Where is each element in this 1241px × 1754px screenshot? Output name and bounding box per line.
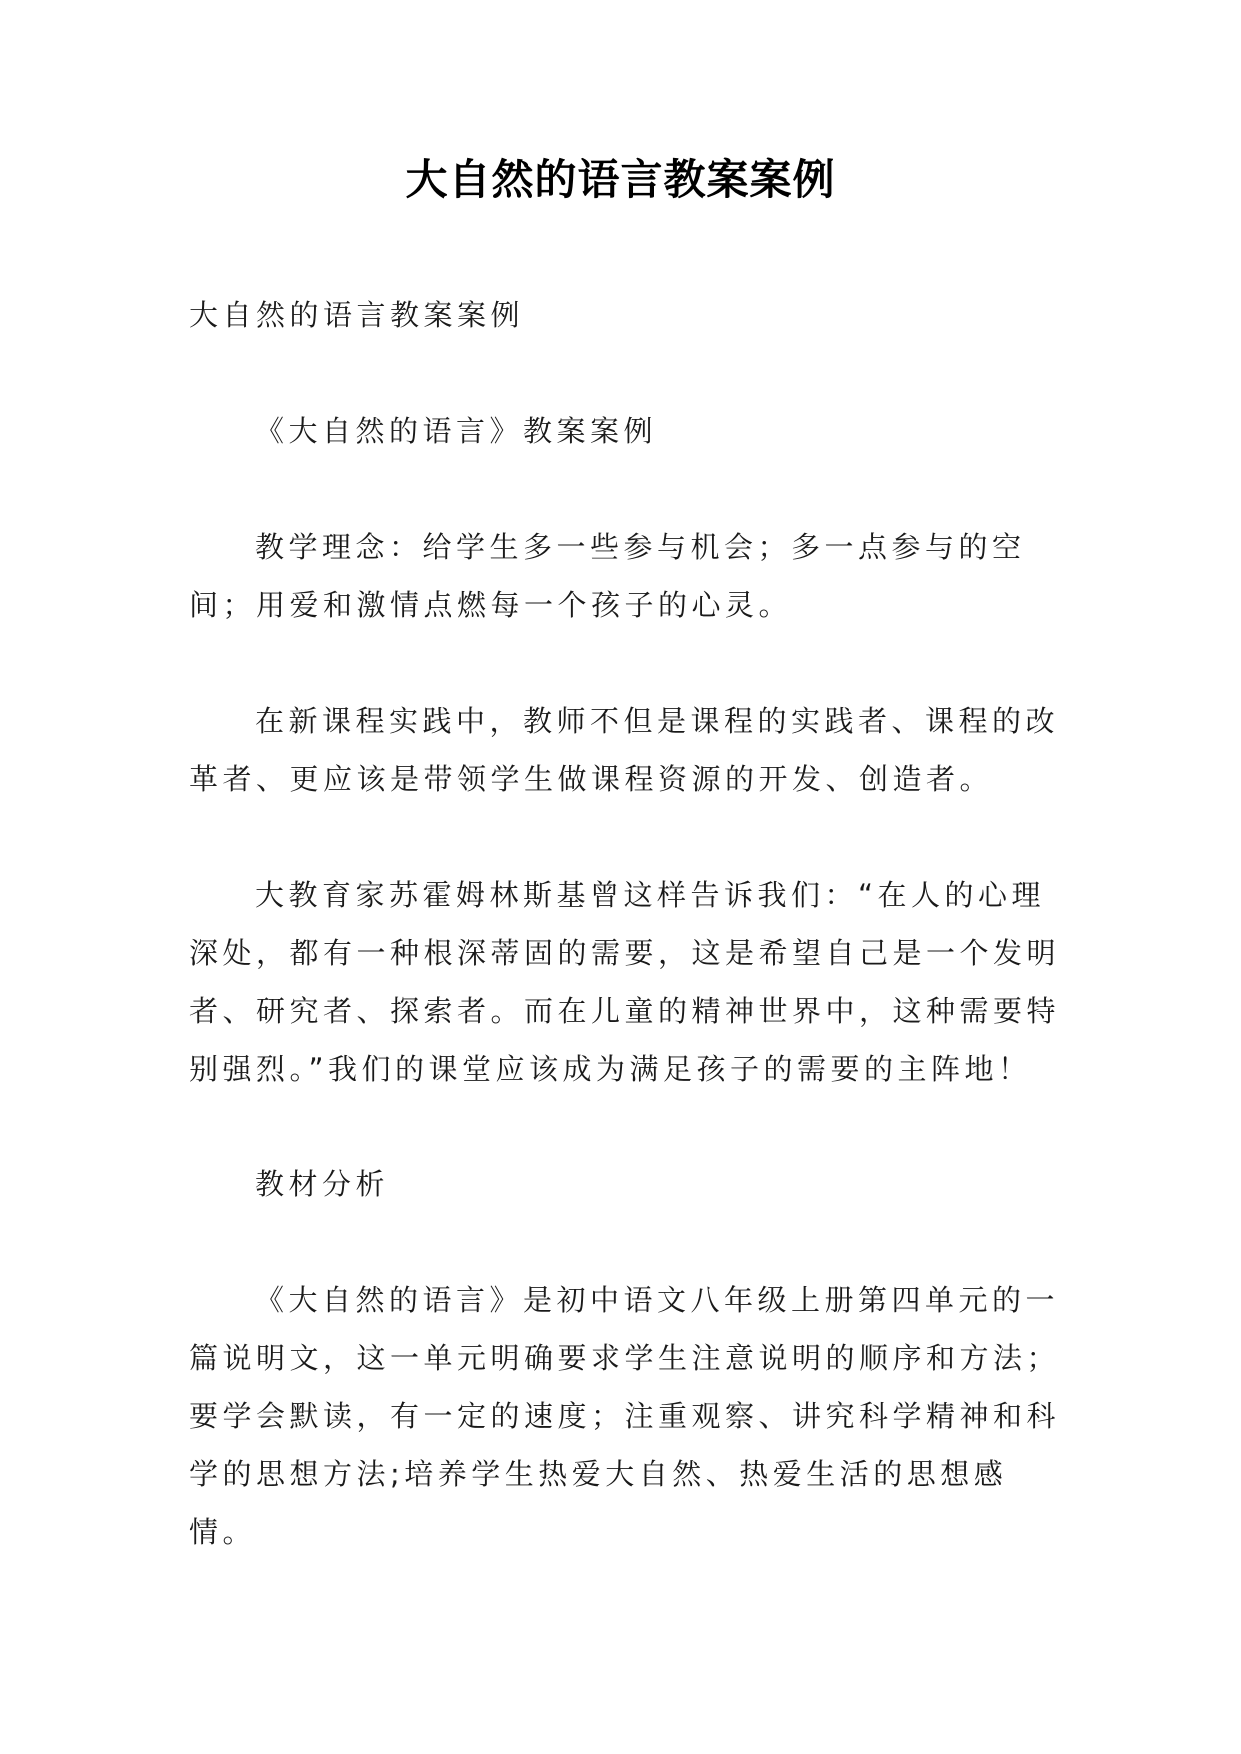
paragraph-case-heading: 《大自然的语言》教案案例 xyxy=(255,414,658,448)
paragraph-material-analysis-heading: 教材分析 xyxy=(255,1167,390,1201)
paragraph-teaching-concept: 教学理念：给学生多一些参与机会；多一点参与的空间；用爱和激情点燃每一个孩子的心灵。 xyxy=(189,530,1026,622)
paragraph-new-curriculum: 在新课程实践中，教师不但是课程的实践者、课程的改革者、更应该是带领学生做课程资源的开发、创造者。 xyxy=(189,704,1060,796)
paragraph-subtitle: 大自然的语言教案案例 xyxy=(189,298,525,332)
paragraph-material-analysis: 《大自然的语言》是初中语文八年级上册第四单元的一篇说明文，这一单元明确要求学生注意说明的顺序和方法；要学会默读，有一定的速度；注重观察、讲究科学精神和科学的思想方法;培养学生热爱大自然、热爱生活的思想感情。 xyxy=(189,1283,1061,1549)
paragraph-quote: 大教育家苏霍姆林斯基曾这样告诉我们：“在人的心理深处，都有一种根深蒂固的需要，这是希望自己是一个发明者、研究者、探索者。而在儿童的精神世界中，这种需要特别强烈。”我们的课堂应该成为满足孩子的需要的主阵地！ xyxy=(189,878,1061,1086)
document-title: 大自然的语言教案案例 xyxy=(405,155,836,204)
